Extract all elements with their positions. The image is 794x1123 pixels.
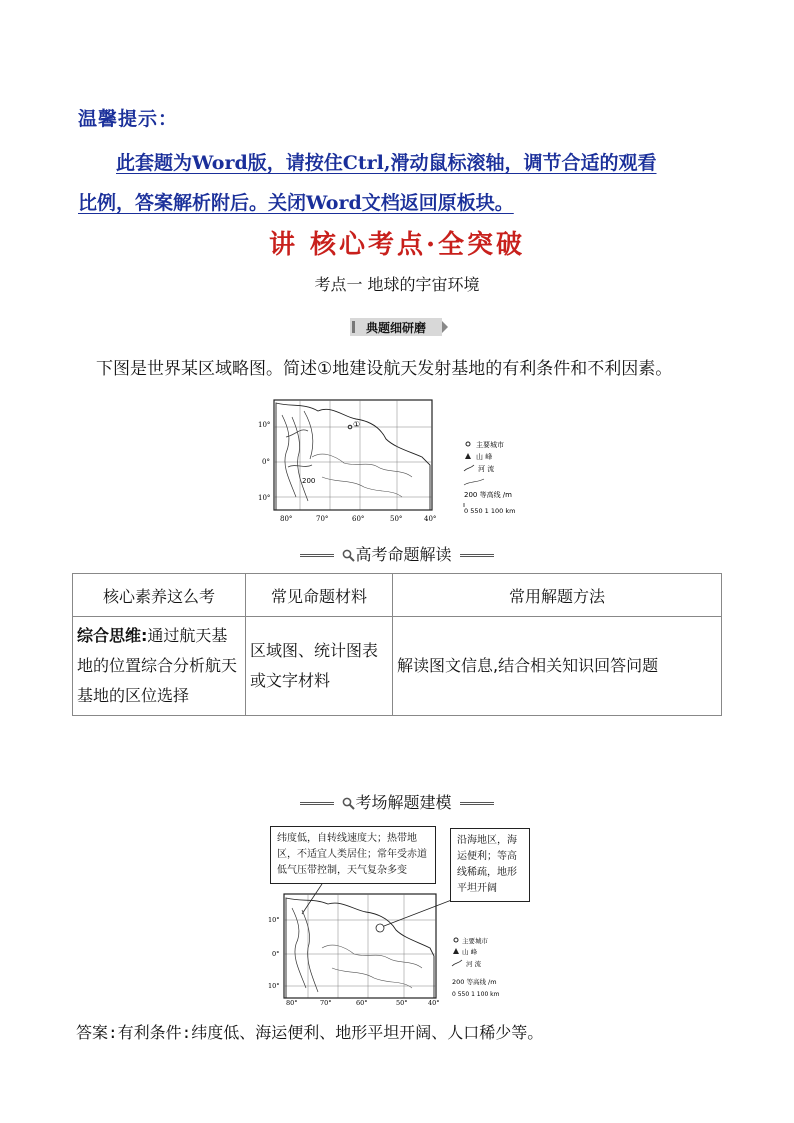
lat-label-0: 0° — [262, 458, 270, 466]
region-map — [252, 397, 542, 525]
table-cell-literacy-text: 通过航天基地的位置综合分析航天基地的区位选择 — [77, 626, 238, 705]
legend-river: 河 流 — [466, 960, 482, 968]
badge-arrow-icon — [442, 321, 448, 333]
callout-right: 沿海地区，海运便利；等高线稀疏，地形平坦开阔 — [450, 828, 530, 902]
magnifier-icon — [342, 549, 355, 562]
table-header-literacy: 核心素养这么考 — [73, 574, 246, 617]
region-map-figure — [252, 397, 542, 525]
annotated-map — [262, 824, 552, 1006]
lon-label-50: 50° — [396, 999, 408, 1006]
lat-label-10s: 10° — [258, 494, 271, 502]
lon-label-80: 80° — [280, 515, 293, 523]
lon-label-80: 80° — [286, 999, 298, 1006]
section-badge — [350, 318, 442, 336]
legend-city: 主要城市 — [476, 441, 504, 449]
section-heading-exam — [0, 542, 794, 565]
lon-label-60: 60° — [356, 999, 368, 1006]
topic-title: 考点一 地球的宇宙环境 — [314, 275, 480, 294]
section-title-exam: 高考命题解读 — [355, 545, 452, 564]
section-rule-left — [300, 802, 334, 805]
legend-city: 主要城市 — [462, 937, 488, 945]
section-rule-left — [300, 554, 334, 557]
lon-label-50: 50° — [390, 515, 403, 523]
section-rule-right — [460, 554, 494, 557]
callout-left: 纬度低，自转线速度大；热带地区，不适宜人类居住；常年受赤道低气压带控制，天气复杂多变 — [270, 826, 436, 884]
table-header-materials: 常见命题材料 — [246, 574, 393, 617]
analysis-table — [72, 573, 722, 716]
legend-scale: 0 550 1 100 km — [452, 991, 500, 998]
table-header-row — [73, 574, 722, 617]
badge-label: 典题细研磨 — [365, 320, 426, 335]
lat-label-10s: 10° — [268, 982, 280, 990]
contour-label: 200 — [302, 477, 316, 485]
table-cell-materials: 区域图、统计图表或文字材料 — [246, 617, 393, 716]
lon-label-40: 40° — [424, 515, 437, 523]
answer-text: 答案:有利条件:纬度低、海运便利、地形平坦开阔、人口稀少等。 — [76, 1023, 544, 1042]
lat-label-10n: 10° — [258, 421, 271, 429]
section-title-model: 考场解题建模 — [355, 793, 452, 812]
lon-label-40: 40° — [428, 999, 440, 1006]
table-header-methods: 常用解题方法 — [393, 574, 722, 617]
badge-bar-icon — [352, 321, 355, 333]
legend-peak: 山 峰 — [476, 453, 493, 461]
table-cell-literacy-prefix: 综合思维: — [77, 626, 148, 645]
magnifier-icon — [342, 797, 355, 810]
tip-text-line1: 此套题为Word版，请按住Ctrl,滑动鼠标滚轴，调节合适的观看 — [116, 152, 657, 174]
tip-text-line2: 比例，答案解析附后。关闭Word文档返回原板块。 — [78, 192, 514, 214]
site-marker: ① — [353, 420, 361, 429]
lat-label-10n: 10° — [268, 916, 280, 924]
legend-river: 河 流 — [478, 465, 495, 473]
tip-title: 温馨提示： — [78, 108, 179, 130]
legend-peak: 山 峰 — [462, 948, 478, 956]
lecture-title: 讲 核心考点·全突破 — [268, 230, 526, 260]
legend-contour: 200 等高线 /m — [452, 978, 497, 986]
lon-label-60: 60° — [352, 515, 365, 523]
section-heading-model — [0, 790, 794, 813]
question-text: 下图是世界某区域略图。简述①地建设航天发射基地的有利条件和不利因素。 — [96, 359, 673, 379]
legend-scale: 0 550 1 100 km — [464, 507, 516, 515]
table-row — [73, 617, 722, 716]
lat-label-0: 0° — [272, 950, 280, 958]
lon-label-70: 70° — [320, 999, 332, 1006]
table-cell-literacy — [73, 617, 246, 716]
table-cell-methods: 解读图文信息,结合相关知识回答问题 — [393, 617, 722, 716]
legend-contour: 200 等高线 /m — [464, 491, 512, 499]
section-rule-right — [460, 802, 494, 805]
lon-label-70: 70° — [316, 515, 329, 523]
